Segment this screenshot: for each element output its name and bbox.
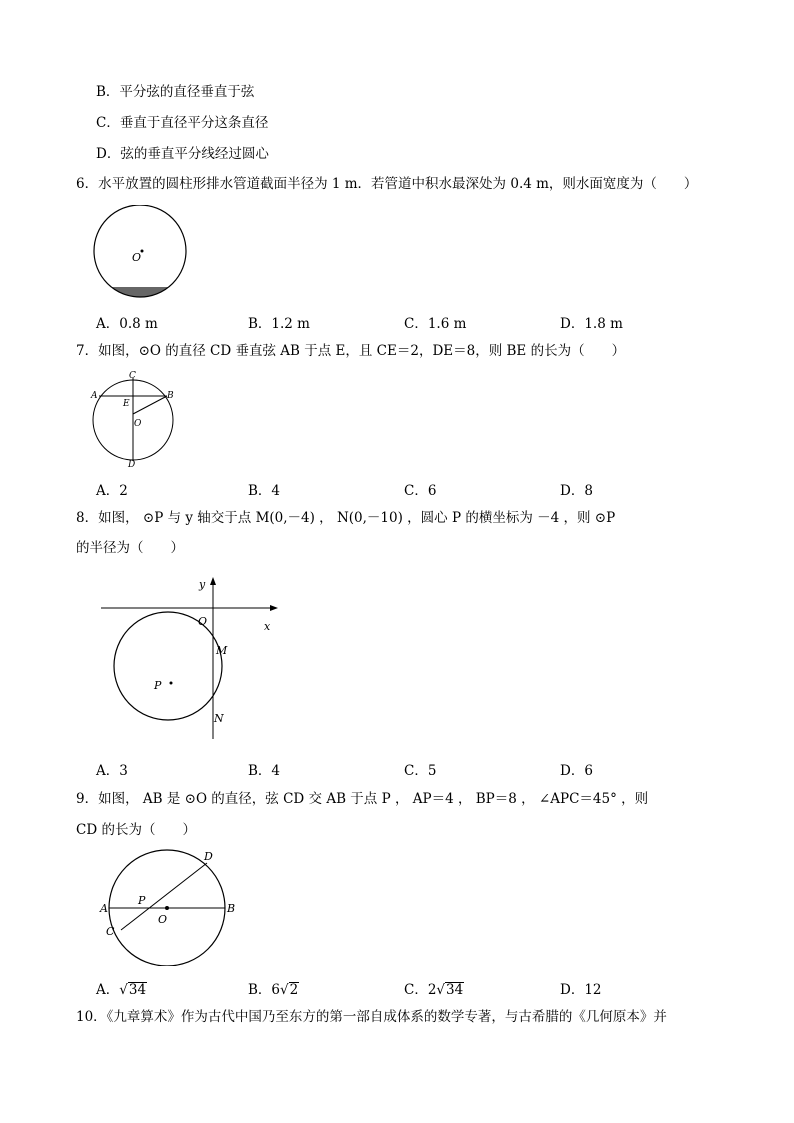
option-c-text: C．垂直于直径平分这条直径 (96, 115, 269, 131)
q9-options (96, 978, 716, 996)
question-7-text: 7．如图，⊙O 的直径 CD 垂直弦 AB 于点 E，且 CE＝2，DE＝8，则 BE 的长为（ ） (76, 343, 626, 359)
question-10-text: 10．《九章算术》作为古代中国乃至东方的第一部自成体系的数学专著，与古希腊的《几何原本》并 (76, 1009, 667, 1025)
q9-option-c-prefix: C．2 (404, 982, 437, 998)
q9-label-b: B (227, 902, 236, 915)
q7-label-c: C (129, 371, 136, 381)
q6-option-a: A．0.8 m (96, 316, 158, 332)
q6-option-c: C．1.6 m (404, 316, 467, 332)
q7-option-a: A．2 (96, 483, 128, 499)
q6-option-b: B．1.2 m (248, 316, 310, 332)
option-b-text: B．平分弦的直径垂直于弦 (96, 84, 255, 100)
question-8-text-line1: 8．如图， ⊙P 与 y 轴交于点 M(0,－4) ， N(0,－10) ，圆心 P 的横坐标为 －4 ，则 ⊙P (76, 510, 616, 526)
q9-label-c: C (106, 925, 115, 938)
q8-options (96, 759, 716, 777)
q9-option-b-prefix: B．6 (248, 982, 281, 998)
q7-label-a: A (91, 391, 98, 401)
q9-option-a-radicand: 34 (128, 982, 147, 998)
q9-option-a: A．√34 (96, 982, 147, 998)
q9-label-d: D (204, 850, 213, 863)
q7-option-b: B．4 (248, 483, 281, 499)
q7-label-e: E (123, 399, 130, 409)
q8-option-d: D．6 (560, 763, 593, 779)
q8-label-p: P (154, 679, 162, 692)
option-d-text: D．弦的垂直平分线经过圆心 (96, 146, 269, 162)
q8-coordinate-diagram (96, 572, 286, 744)
q8-option-b: B．4 (248, 763, 281, 779)
q9-option-a-prefix: A． (96, 982, 120, 998)
q8-label-m: M (216, 644, 228, 657)
q7-option-c: C．6 (404, 483, 437, 499)
q8-label-o: O (198, 615, 208, 628)
q7-label-d: D (128, 460, 136, 468)
q9-option-c: C．2√34 (404, 982, 464, 998)
q7-option-d: D．8 (560, 483, 593, 499)
q9-label-p: P (138, 894, 146, 907)
q7-options (96, 479, 716, 497)
q8-option-a: A．3 (96, 763, 128, 779)
q9-option-b-radicand: 2 (289, 982, 299, 998)
q7-circle-diagram (90, 368, 180, 468)
question-6-text: 6．水平放置的圆柱形排水管道截面半径为 1 m．若管道中积水最深处为 0.4 m，则水面宽度为（ ） (76, 176, 698, 192)
q9-circle-diagram (96, 846, 246, 966)
q9-label-a: A (100, 902, 108, 915)
question-9-text-line1: 9．如图， AB 是 ⊙O 的直径，弦 CD 交 AB 于点 P ， AP＝4 ， BP＝8 ， ∠APC＝45° ，则 (76, 791, 649, 807)
q9-option-d: D．12 (560, 982, 602, 998)
q8-option-c: C．5 (404, 763, 437, 779)
question-9-text-line2: CD 的长为（ ） (76, 822, 196, 838)
q6-label-o: O (132, 251, 142, 264)
q8-label-x: x (264, 620, 271, 633)
q9-option-c-radicand: 34 (446, 982, 464, 998)
q9-label-o: O (158, 913, 168, 926)
q6-option-d: D．1.8 m (560, 316, 623, 332)
q7-label-b: B (167, 391, 174, 401)
q7-label-o: O (134, 419, 142, 429)
question-8-text-line2: 的半径为（ ） (76, 540, 184, 556)
q6-options (96, 312, 716, 330)
q6-pipe-diagram (92, 205, 192, 300)
q8-label-n: N (214, 712, 224, 725)
q8-label-y: y (199, 578, 206, 591)
q9-option-b: B．6√2 (248, 982, 299, 998)
